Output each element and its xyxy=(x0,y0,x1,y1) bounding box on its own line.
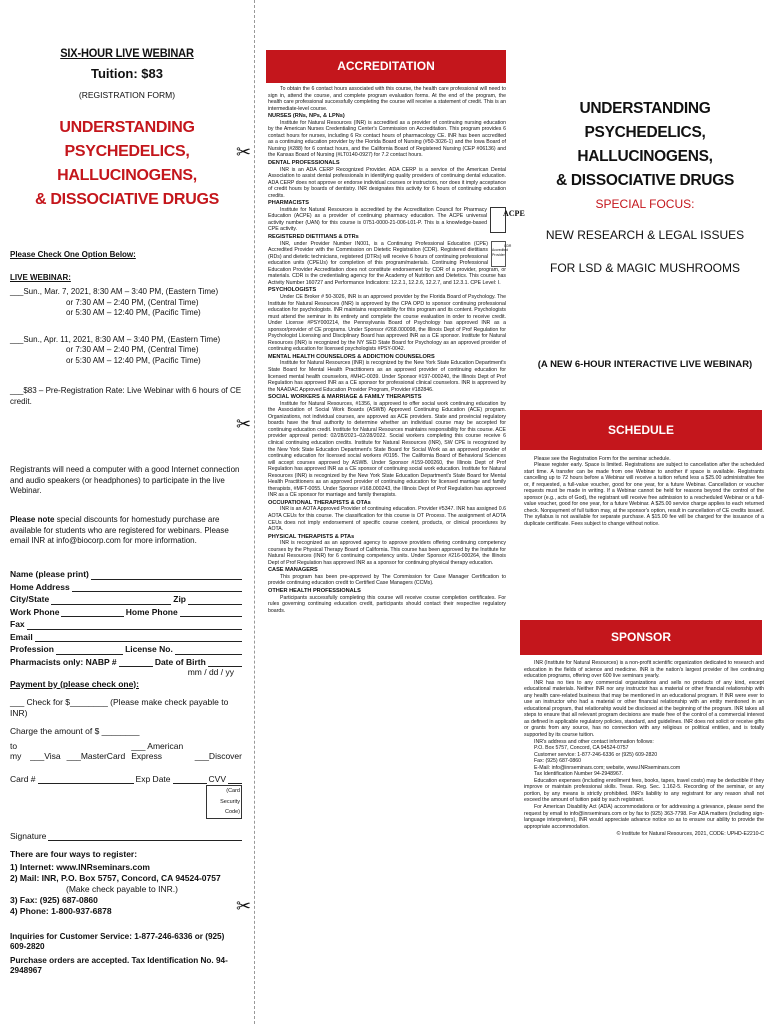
zip-label: Zip xyxy=(173,594,186,604)
cover-course-title xyxy=(520,97,770,193)
accreditation-section-text xyxy=(268,595,506,615)
accreditation-section-heading: PHYSICAL THERAPISTS & PTAs xyxy=(268,533,355,540)
accreditation-section-text xyxy=(268,506,506,532)
accreditation-section-heading: OTHER HEALTH PROFESSIONALS xyxy=(268,588,361,595)
accreditation-section-body: INR is recognized as an approved agency to approve providers offering continuing competency courses by the Physical Therapy Board of California. This course has been approved by the Institute for Natural Resources (INR) for 6 continuing competency units. Under Sponsor #216-000264, the Illinois Dept of Prof Regulation has approved INR as a sponsor for continuing physical therapy education. xyxy=(268,540,506,566)
to-my-label: to my xyxy=(10,740,22,761)
email-label: Email xyxy=(10,631,33,642)
computer-note: Registrants will need a computer with a good Internet connection and audio speakers (or headphones) to participate in the live Webinar. xyxy=(10,465,240,495)
check-one-label: Please Check One Option Below: xyxy=(10,250,136,259)
for-lsd: FOR LSD & MAGIC MUSHROOMS xyxy=(549,261,740,275)
phone-field[interactable] xyxy=(10,605,242,618)
accreditation-section-body: Institute for Natural Resources (INR) is accredited as a provider of continuing nursing education by the American Nurses Credentialing Center's Commission on Accreditation. This program provides 6 contact hours for nurses, including 6 Rx contact hours of pharmacology CE. INR has been accredited as a continuing education provider by the Florida Board of Nursing (#50-3026-1) and the Iowa Board of Nursing (#288) for 6 contact hours, and the California Board of Registered Nursing (CEP #06136) and the Kansas Board of Nursing (#LT0140-0927) for 7.2 contact hours. xyxy=(268,119,506,159)
acpe-logo: ACPE xyxy=(490,207,506,233)
cdr-logo: CDR Accredited Provider xyxy=(491,241,506,267)
accreditation-section-text xyxy=(268,294,506,353)
accreditation-section-body: This program has been pre-approved by The Commission for Case Manager Certification to provide continuing education credit to Certified Case Managers (CCMs). xyxy=(268,573,506,587)
card-security-code-note: (Card Security Code) xyxy=(206,785,242,819)
form-title-line: HALLUCINOGENS, xyxy=(57,167,197,184)
accreditation-section-text xyxy=(268,574,506,587)
charge-amount[interactable]: Charge the amount of $ ________ xyxy=(10,726,140,736)
work-phone-label: Work Phone xyxy=(10,606,60,617)
nabp-label: Pharmacists only: NABP # xyxy=(10,656,117,667)
accreditation-sections xyxy=(268,113,525,614)
please-note-text: special discounts for homestudy purchase are available for students who are registered for webinars. Please email INR at info@biocorp.com for more information. xyxy=(10,515,229,545)
scissors-icon: ✂ xyxy=(236,142,252,162)
payment-label: Payment by (please check one): xyxy=(10,678,139,689)
sponsor-paragraph: INR has no ties to any commercial organizations and sells no products of any kind, except educational materials. Neither INR nor any instructor has a material or other financial relationship with any health care-related business that may be mentioned in an educational program. If INR were ever to use an instructor who had a material or other financial relationship with an entity mentioned in an educational program, that relationship would be disclosed at the beginning of the program. INR takes all steps to ensure that all relevant program decisions are made free of the control of a commercial interest as defined in applicable regulatory policies, standard, and guidelines. INR does not solicit or receive gifts or grants from any source, has no connection with any religious or political entities, and is totally supported by its course tuition. xyxy=(524,679,764,739)
accreditation-section-heading: OCCUPATIONAL THERAPISTS & OTAs xyxy=(268,499,371,506)
fax-label: Fax xyxy=(10,619,25,629)
accreditation-heading: ACCREDITATION xyxy=(266,50,506,83)
cover-title-line: & DISSOCIATIVE DRUGS xyxy=(555,172,734,189)
cover-panel xyxy=(520,0,770,1024)
email-field[interactable] xyxy=(10,630,242,643)
accreditation-section-heading: DENTAL PROFESSIONALS xyxy=(268,160,340,167)
check-option[interactable]: ___ Check for $________ (Please make check payable to INR) xyxy=(10,697,229,718)
special-focus: SPECIAL FOCUS: xyxy=(595,197,695,211)
accreditation-section-body: INR is an AOTA Approved Provider of continuing education. Provider #5347. INR has assigned 0.6 AOTA CEUs for this course. The classification for this course is OT Process. The assignment of AOTA CEUs does not imply endorsement of specific course content, products, or clinical procedures by AOTA. xyxy=(268,506,506,533)
accreditation-section-body: Institute for Natural Resources (INR) is recognized by the New York State Education Department's State Board for Mental Health Practitioners as an approved provider of continuing education for licensed mental health counselors, #MHC-0039. Under Sponsor #197-000240, the Illinois Dept of Prof Regulation has approved INR as a CE sponsor for professional clinical counselors. INR is approved by the NAADAC Approved Education Provider Program, Provider #182846. xyxy=(268,360,506,393)
accreditation-section-heading: PSYCHOLOGISTS xyxy=(268,287,317,294)
sponsor-customer-service: Customer service: 1-877-246-6336 or (925) 609-2820 xyxy=(534,751,658,758)
inquiries: Inquiries for Customer Service: 1-877-246-6336 or (925) 609-2820 xyxy=(10,931,225,952)
license-label: License No. xyxy=(125,644,173,654)
sponsor-fax: Fax: (925) 687-0860 xyxy=(534,758,582,765)
accreditation-section-text xyxy=(268,167,506,200)
accreditation-section-body: Institute for Natural Resources, #1356, is approved to offer social work continuing education by the Association of Social Work Boards (ASWB) Approved Continuing Education (ACE) program. Organizations, not individual courses, are approved as ACE providers. State and provincial regulatory boards have the final authority to determine whether an individual course may be accepted for continuing education credit. Institute for Natural Resources maintains responsibility for this course. ACE provider approval period: 02/28/2021–02/28/2022. Social workers completing this course receive 6 clinical continuing education credits. Institute for Natural Resources (INR), SW CPE is recognized by the New York State Education Department's State Board for Social Work as an approved provider of continuing education for licensed social workers #0195. The California Board of Behavioral Sciences will accept courses approved by ASWB. Under Sponsor #159-000260, the Illinois Dept of Prof Regulation has approved INR as a CE sponsor of continuing social work education. Institute for Natural Resources (INR) is recognized by the New York State Education Department's State Board for Mental Health Practitioners as an approved provider of continuing education for licensed marriage and family therapists, #MFT-0055. Under Sponsor #168.000243, the Illinois Dept of Prof Regulation has approved INR as a CE sponsor for marriage and family therapists. xyxy=(268,400,506,499)
way-internet[interactable] xyxy=(10,862,242,873)
name-field[interactable] xyxy=(10,567,242,580)
option-line: or 7:30 AM – 2:40 PM, (Central Time) xyxy=(66,297,199,307)
form-header xyxy=(0,0,254,100)
copyright: © Institute for Natural Resources, 2021, CODE: UPHD-E2210-C xyxy=(616,831,764,838)
way-line: 2) Mail: INR, P.O. Box 5757, Concord, CA 94524-0757 xyxy=(10,872,221,883)
accreditation-section-text xyxy=(268,360,506,393)
accreditation-section-text xyxy=(268,120,506,159)
option-line: or 5:30 AM – 12:40 PM, (Pacific Time) xyxy=(66,308,201,317)
option-line: or 7:30 AM – 2:40 PM, (Central Time) xyxy=(66,345,199,354)
dob-format: mm / dd / yy xyxy=(187,667,234,677)
register-ways xyxy=(10,862,242,918)
accreditation-section-text xyxy=(268,240,512,287)
live-webinar-label: LIVE WEBINAR: xyxy=(10,272,71,282)
signature-field[interactable] xyxy=(10,829,242,842)
registration-form-panel xyxy=(0,0,255,1024)
option-line: ___Sun., Apr. 11, 2021, 8:30 AM – 3:40 PM, (Eastern Time) xyxy=(10,334,221,344)
profession-field[interactable] xyxy=(10,642,242,655)
amex-option[interactable]: ___ American Express xyxy=(131,740,184,761)
accreditation-section-text xyxy=(268,206,525,233)
sponsor-paragraph: INR (Institute for Natural Resources) is a non-profit scientific organization dedicated to research and education in the fields of science and medicine. INR is the nation's largest provider of live continuing education programs, offering over 600 live seminars yearly. xyxy=(524,660,764,680)
schedule-paragraph: Please register early. Space is limited. Registrations are subject to cancellation after the scheduled start time. A transfer can be made from one Webinar to another if space is available. Registrants cancelling up to 72 hours before a Webinar will receive a tuition refund less a $25.00 administrative fee or, if requested, a full-value voucher, good for one year, for a future Webinar. Cancellation or voucher requests must be made in writing. If a Webinar cannot be held for reasons beyond the control of the sponsor (e.g., acts of God), the registrant will receive free admission to a rescheduled Webinar or a full-value voucher, good for one year, for a future Webinar. A $25.00 service charge applies to each returned check. Nonpayment of full tuition may, at the sponsor's option, result in cancellation of CE credits issued. The syllabus is not available for separate purchase. A $15.00 fee will be charged for the issuance of a duplicate certificate. Fees subject to change without notice. xyxy=(524,462,764,527)
accreditation-section-heading: NURSES (RNs, NPs, & LPNs) xyxy=(268,113,345,120)
schedule-body xyxy=(524,456,764,527)
city-state-label: City/State xyxy=(10,594,50,604)
option-pre-registration[interactable]: ___$83 – Pre-Registration Rate: Live Webinar with 6 hours of CE credit. xyxy=(10,386,242,406)
accreditation-panel xyxy=(258,0,525,1024)
city-state-field[interactable] xyxy=(10,592,242,605)
form-title-line: & DISSOCIATIVE DRUGS xyxy=(35,191,219,208)
profession-label: Profession xyxy=(10,644,54,654)
schedule-options xyxy=(10,250,242,407)
card-label: Card # xyxy=(10,773,36,784)
cover-title-line: HALLUCINOGENS, xyxy=(577,148,713,165)
accreditation-section-body: INR, under Provider Number IN001, is a Continuing Professional Education (CPE) Accredited Provider with the Commission on Dietetic Registration (CDR). Registered dietitians (RDs) and dietetic technicians, registered (DTRs) will receive 6 hours of continuing professional education units (CPEUs) for completion of this program/materials. Continuing Professional Education Provider Accreditation does not constitute endorsement by CDR of a provider, program, or materials. CDR is the credentialing agency for the Academy of Nutrition and Dietetics. This course has Activity Number 160727 and Performance Indicators: 12.2.1, 12.2.6, 12.2.7, and 12.3.1. CPE Level: I. xyxy=(268,240,506,286)
exp-label: Exp Date xyxy=(135,773,171,784)
discount-note xyxy=(10,515,242,547)
sponsor-address: P.O. Box 5757, Concord, CA 94524-0757 xyxy=(534,745,629,752)
way-mail xyxy=(10,873,242,884)
accreditation-section-heading: MENTAL HEALTH COUNSELORS & ADDICTION COUNSELORS xyxy=(268,353,435,360)
form-tuition: Tuition: $83 xyxy=(91,66,163,81)
sponsor-tax-id: Tax Identification Number 94-2948967. xyxy=(534,771,624,778)
webinar-tagline: (A NEW 6-HOUR INTERACTIVE LIVE WEBINAR) xyxy=(537,359,753,370)
dob-label: Date of Birth xyxy=(154,656,206,667)
signature-label: Signature xyxy=(10,830,47,841)
way-mail-note: (Make check payable to INR.) xyxy=(66,883,178,894)
way-fax xyxy=(10,895,242,906)
card-type-row xyxy=(10,741,242,762)
name-label: Name (please print) xyxy=(10,569,89,579)
accreditation-section-heading: PHARMACISTS xyxy=(268,200,310,207)
accreditation-section-body: Institute for Natural Resources is accredited by the Accreditation Council for Pharmacy Education (ACPE) as a provider of continuing pharmacy education. The ACPE universal activity number (UAN) for this course is 0751-0000-21-006-L01-P. This is a knowledge-based CPE activity. xyxy=(268,206,487,233)
accreditation-intro: To obtain the 6 contact hours associated with this course, the health care professional will need to sign in, attend the course, and complete program evaluation forms. At the end of the program, the health care professional successfully completing the course will receive a statement of credit. This is an intermediate-level course. xyxy=(268,86,506,112)
four-ways-label: There are four ways to register: xyxy=(10,849,138,859)
mastercard-option[interactable]: ___MasterCard xyxy=(66,751,126,761)
sponsor-heading: SPONSOR xyxy=(520,620,762,655)
sponsor-email-website: E-Mail: info@inrseminars.com; website, www.INRseminars.com xyxy=(534,764,681,771)
form-webinar-label: SIX-HOUR LIVE WEBINAR xyxy=(60,46,194,60)
accreditation-section-body: INR is an ADA CERP Recognized Provider. ADA CERP is a service of the American Dental Association to assist dental professionals in identifying quality providers of continuing dental education. ADA CERP does not approve or endorse individual courses or instructors, nor does it imply acceptance of credit hours by boards of dentistry. INR designates this activity for 6 hours of continuing education credits. xyxy=(268,166,506,199)
accreditation-section-heading: REGISTERED DIETITIANS & DTRs xyxy=(268,234,359,241)
card-field[interactable] xyxy=(10,772,242,785)
home-phone-label: Home Phone xyxy=(125,606,178,617)
accreditation-section-body: Under CE Broker # 50-3026, INR is an approved provider by the Florida Board of Psychology. The Institute for Natural Resources (INR) is approved by the CPA OPD to sponsor continuing professional education for psychologists. INR maintains responsibility for this program and its content. Psychologists must attend the seminar in its entirety and complete the course evaluation in order to receive credit. Under License #PSY000214, the Pennsylvania Board of Psychology has approved INR as a sponsor/provider of CE programs. Under Sponsor #268.000098, the Illinois Dept of Prof Regulation for Psychologist Licensing and Disciplinary Board has approved INR as a CE sponsor. Institute for Natural Resources (INR) is recognized by the NY SED State Board for Psychology as an approved provider of continuing education for licensed psychologists #PSY-0042. xyxy=(268,293,506,353)
pharmacist-field[interactable] xyxy=(10,655,242,668)
sponsor-paragraph: Education expenses (including enrollment fees, books, tapes, travel costs) may be deductible if they improve or maintain professional skills. Treas. Reg. Sec. 1.162-5. Recording of the seminar, or any portion, by any means is strictly prohibited. INR's liability to any registrant for any reason shall not exceed the amount of tuition paid by such registrant. xyxy=(524,777,764,804)
accreditation-section-heading: SOCIAL WORKERS & MARRIAGE & FAMILY THERAPISTS xyxy=(268,394,422,401)
option-march[interactable] xyxy=(10,287,242,319)
scissors-icon: ✂ xyxy=(236,896,252,916)
accreditation-body xyxy=(268,86,525,614)
new-research: NEW RESEARCH & LEGAL ISSUES xyxy=(545,228,745,242)
option-line: or 5:30 AM – 12:40 PM, (Pacific Time) xyxy=(66,355,201,365)
cvv-label: CVV xyxy=(208,773,226,784)
sponsor-body xyxy=(524,660,764,838)
accreditation-section-body: Participants successfully completing this course will receive course completion certificates. For rules governing continuing education credit, participants should contact their respective regulatory boards. xyxy=(268,594,506,614)
form-course-title xyxy=(0,116,254,212)
accreditation-section-text xyxy=(268,401,506,499)
accreditation-section-text xyxy=(268,540,506,566)
sponsor-paragraph: For American Disability Act (ADA) accommodations or for addressing a grievance, please send the request by email to info@inrseminars.com or by fax to (925) 363-7798. For ADA matters (including sign-language interpreters), INR would appreciate advance notice so as to ensure our ability to provide the appropriate accommodation. xyxy=(524,804,764,830)
way-phone xyxy=(10,906,242,917)
schedule-paragraph: Please see the Registration Form for the seminar schedule. xyxy=(534,456,671,462)
option-line: ___Sun., Mar. 7, 2021, 8:30 AM – 3:40 PM, (Eastern Time) xyxy=(10,287,219,296)
way-line: 1) Internet: www.INRseminars.com xyxy=(10,861,150,872)
cover-title-line: UNDERSTANDING PSYCHEDELICS, xyxy=(579,100,711,141)
scissors-icon: ✂ xyxy=(236,414,252,434)
schedule-heading: SCHEDULE xyxy=(520,410,762,450)
purchase-orders: Purchase orders are accepted. Tax Identification No. 94-2948967 xyxy=(10,955,228,976)
form-subtitle: (REGISTRATION FORM) xyxy=(78,90,176,100)
way-line: 3) Fax: (925) 687-0860 xyxy=(10,895,98,906)
home-address-label: Home Address xyxy=(10,581,70,592)
visa-option[interactable]: ___Visa xyxy=(30,751,61,761)
accreditation-section-heading: CASE MANAGERS xyxy=(268,567,318,574)
home-address-field[interactable] xyxy=(10,580,242,593)
way-line: 4) Phone: 1-800-937-6878 xyxy=(10,906,112,917)
registrant-fields xyxy=(10,567,242,977)
sponsor-paragraph: INR's address and other contact information follows: xyxy=(534,738,654,745)
discover-option[interactable]: ___Discover xyxy=(194,751,242,761)
please-note-label: Please note xyxy=(10,515,55,524)
form-title-line: UNDERSTANDING PSYCHEDELICS, xyxy=(59,119,195,160)
fax-field[interactable] xyxy=(10,617,242,630)
option-april[interactable] xyxy=(10,335,242,367)
